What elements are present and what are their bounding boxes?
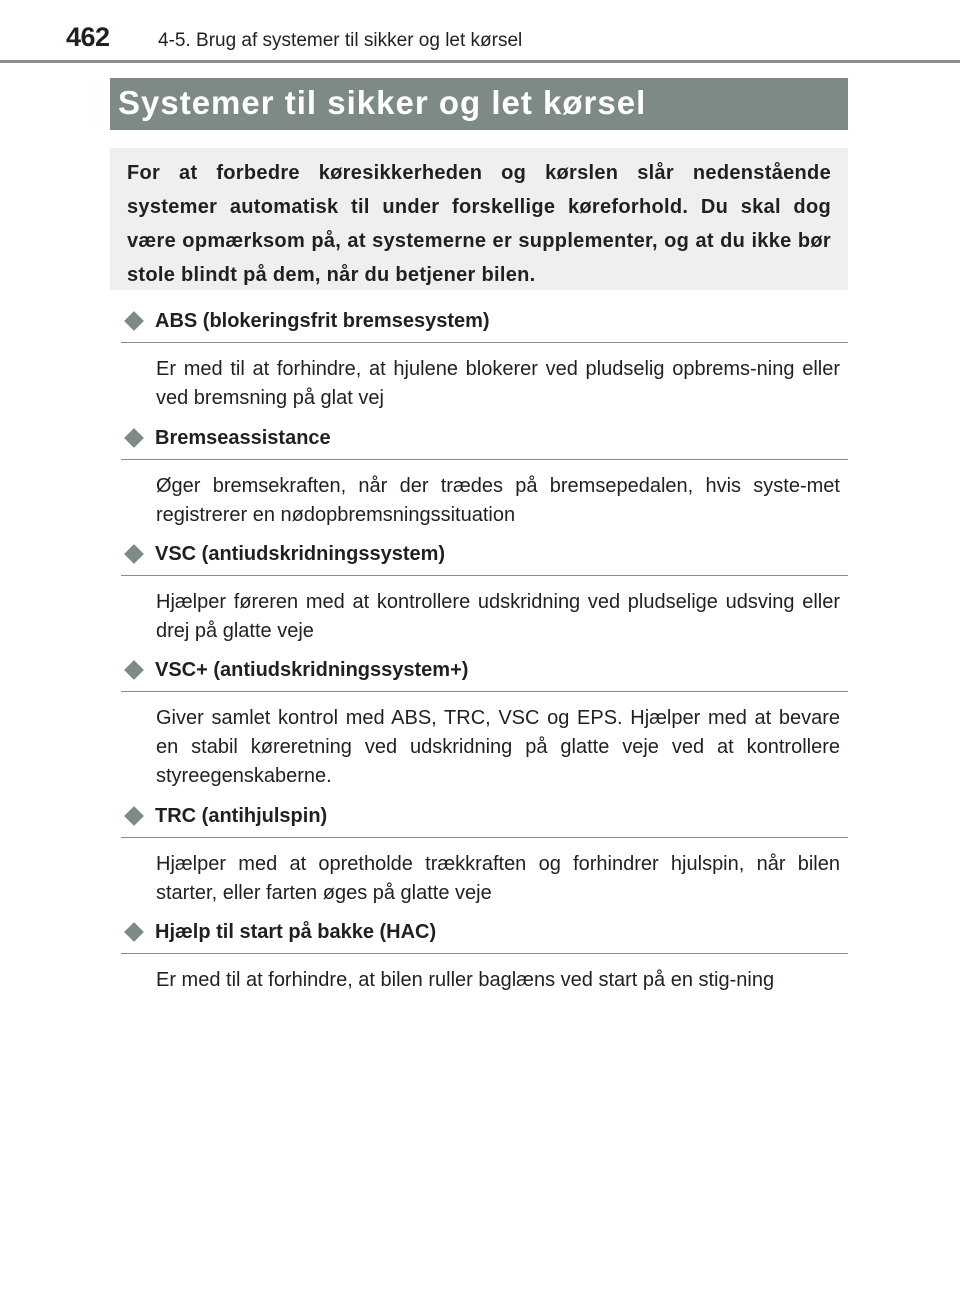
feature-title: Bremseassistance (155, 427, 331, 449)
feature-trc (121, 801, 848, 908)
feature-description: Øger bremsekraften, når der trædes på bremsepedalen, hvis syste-met registrerer en nødopbremsningssituation (156, 475, 840, 526)
feature-description: Er med til at forhindre, at hjulene blokerer ved pludselig opbrems-ning eller ved bremsning på glat vej (156, 358, 840, 409)
section-reference: 4-5. Brug af systemer til sikker og let kørsel (158, 30, 523, 51)
feature-description: Hjælper føreren med at kontrollere udskridning ved pludselige udsving eller drej på glatte veje (156, 591, 840, 642)
diamond-icon (124, 428, 144, 448)
diamond-icon (124, 311, 144, 331)
intro-box (110, 148, 848, 290)
feature-brake-assist (121, 423, 848, 530)
feature-heading (121, 423, 848, 460)
feature-vsc-plus (121, 655, 848, 791)
feature-title: VSC+ (antiudskridningssystem+) (155, 659, 469, 681)
feature-heading (121, 539, 848, 576)
feature-description: Er med til at forhindre, at bilen ruller baglæns ved start på en stig-ning (156, 969, 775, 991)
page-header (0, 0, 960, 62)
feature-title: VSC (antiudskridningssystem) (155, 543, 446, 565)
diamond-icon (124, 922, 144, 942)
feature-description: Hjælper med at opretholde trækkraften og forhindrer hjulspin, når bilen starter, eller farten øges på glatte veje (156, 853, 840, 904)
feature-heading (121, 306, 848, 343)
feature-title: ABS (blokeringsfrit bremsesystem) (155, 310, 490, 332)
diamond-icon (124, 544, 144, 564)
feature-title: Hjælp til start på bakke (HAC) (155, 921, 437, 943)
feature-hac (121, 917, 848, 995)
diamond-icon (124, 806, 144, 826)
feature-title: TRC (antihjulspin) (155, 805, 328, 827)
section-title: Systemer til sikker og let kørsel (118, 84, 647, 121)
feature-heading (121, 655, 848, 692)
feature-heading (121, 801, 848, 838)
feature-description: Giver samlet kontrol med ABS, TRC, VSC og EPS. Hjælper med at bevare en stabil køreretning ved udskridning på glatte veje ved at kontrollere styreegenskaberne. (156, 707, 840, 787)
section-title-bar (110, 78, 848, 130)
header-divider (0, 60, 960, 63)
intro-text: For at forbedre køresikkerheden og kørslen slår nedenstående systemer automatisk til under forskellige køreforhold. Du skal dog være opmærksom på, at systemerne er supplementer, og at du ikke bør stole blindt på dem, når du betjener bilen. (127, 162, 831, 286)
feature-vsc (121, 539, 848, 646)
diamond-icon (124, 660, 144, 680)
feature-abs (121, 306, 848, 413)
page-number: 462 (66, 22, 110, 52)
feature-heading (121, 917, 848, 954)
